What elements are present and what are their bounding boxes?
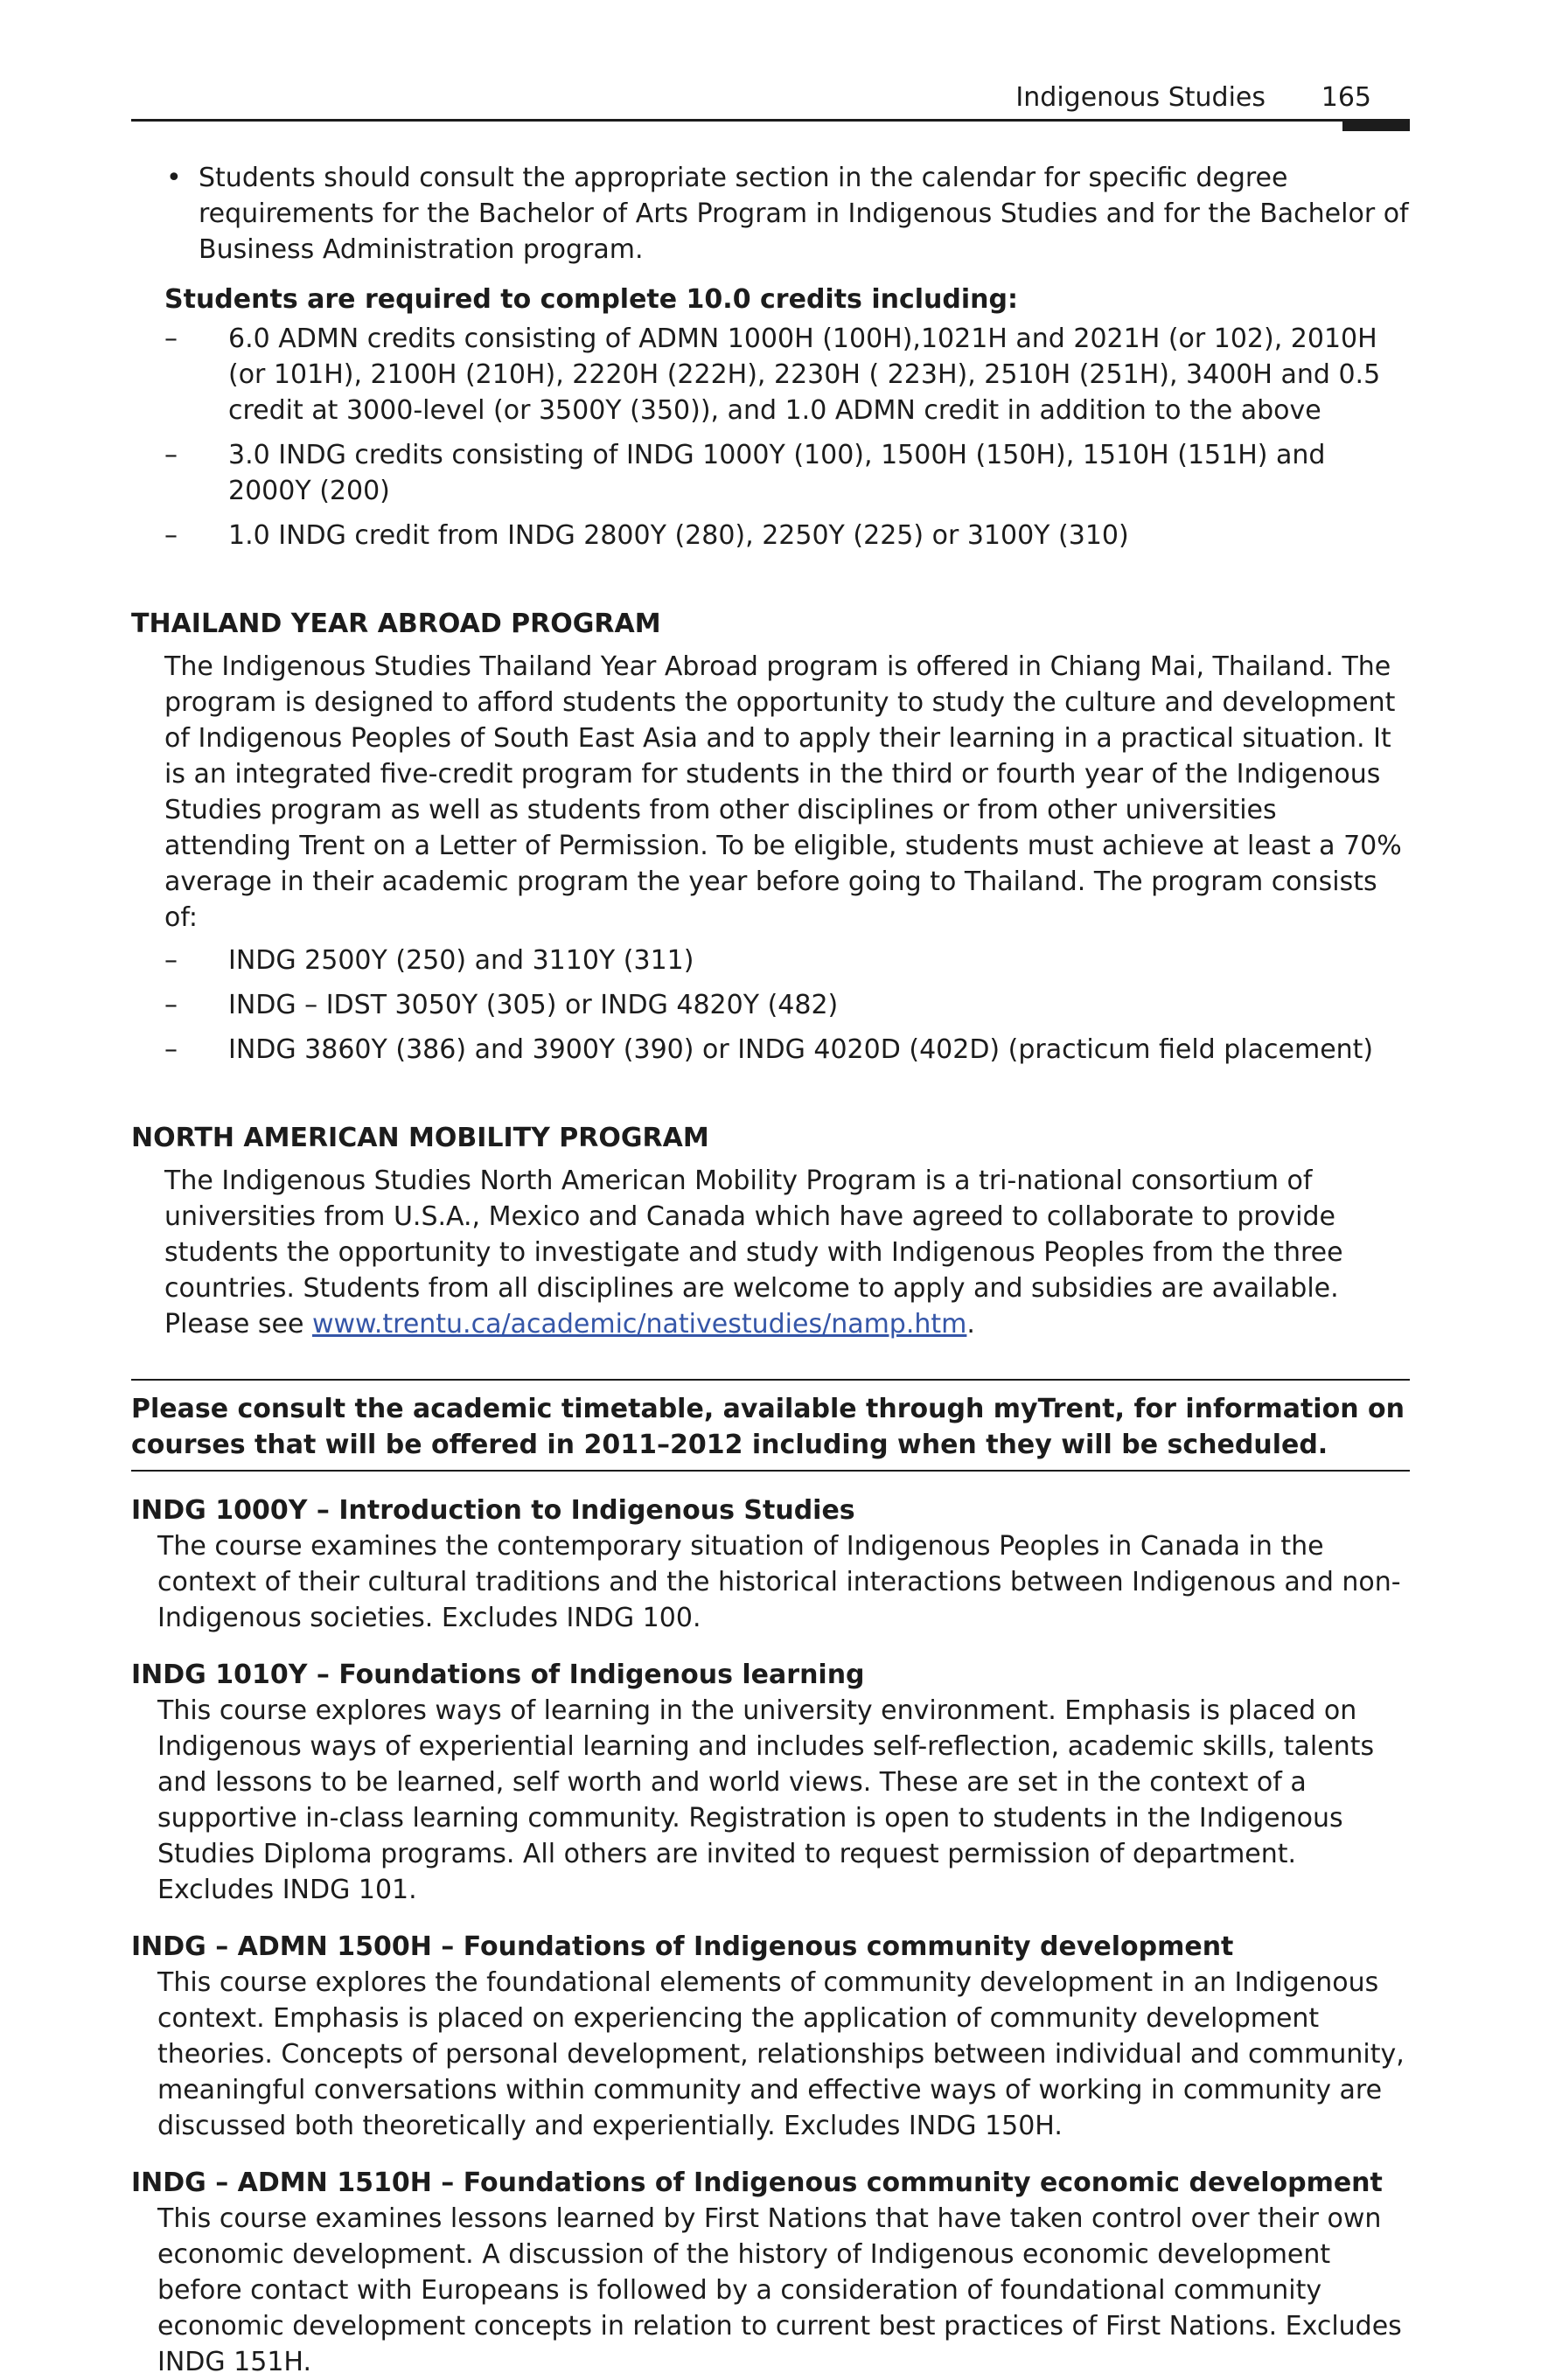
namp-link[interactable]: www.trentu.ca/academic/nativestudies/namp.htm — [311, 1309, 967, 1340]
thailand-body: The Indigenous Studies Thailand Year Abroad program is offered in Chiang Mai, Thailand. The program is designed to afford students the opportunity to study the culture and development of Indigenous Peoples of South East Asia and to apply their learning in a practical situation. It is an integrated five-credit program for students in the third or fourth year of the Indigenous Studies program as well as students from other disciplines or from other universities attending Trent on a Letter of Permission. To be eligible, students must achieve at least a 70% average in their academic program the year before going to Thailand. The program consists of: — [164, 651, 1402, 933]
mobility-body-end: . — [966, 1309, 975, 1340]
running-header-title: Indigenous Studies — [1015, 82, 1266, 113]
page-number: 165 — [1321, 82, 1371, 113]
list-item — [164, 518, 1410, 553]
course-title: INDG 1010Y – Foundations of Indigenous learning — [131, 1660, 865, 1690]
requirement-heading: Students are required to complete 10.0 credits including: — [164, 284, 1018, 315]
timetable-notice — [131, 1379, 1410, 1472]
course-entry — [131, 1657, 1410, 1908]
list-item — [164, 987, 1410, 1023]
list-item-text: 3.0 INDG credits consisting of INDG 1000Y (100), 1500H (150H), 1510H (151H) and 2000Y (200) — [228, 440, 1326, 506]
dash-mark: – — [164, 990, 178, 1020]
header-bar — [1342, 119, 1410, 131]
mobility-heading: NORTH AMERICAN MOBILITY PROGRAM — [131, 1123, 709, 1153]
course-entry — [131, 1493, 1410, 1636]
page-content — [131, 160, 1410, 2380]
list-item-text: INDG 3860Y (386) and 3900Y (390) or INDG 4020D (402D) (practicum field placement) — [228, 1034, 1374, 1065]
course-description: This course explores the foundational elements of community development in an Indigenous context. Emphasis is placed on experiencing the application of community development theories. Concepts of personal development, relationships between individual and community, meaningful conversations within community and effective ways of working in community are discussed both theoretically and experientially. Excludes INDG 150H. — [157, 1967, 1405, 2141]
dash-mark: – — [164, 1034, 178, 1065]
list-item-text: INDG – IDST 3050Y (305) or INDG 4820Y (482) — [228, 990, 839, 1020]
list-item-text: INDG 2500Y (250) and 3110Y (311) — [228, 945, 694, 976]
course-entry — [131, 2165, 1410, 2380]
intro-bullet — [131, 160, 1410, 268]
course-description: This course examines lessons learned by First Nations that have taken control over their own economic development. A discussion of the history of Indigenous economic development before contact with Europeans is followed by a consideration of foundational community economic development concepts in relation to current best practices of First Nations. Excludes INDG 151H. — [157, 2203, 1402, 2377]
bullet-mark: • — [166, 163, 182, 193]
requirement-list — [164, 321, 1410, 553]
course-title: INDG – ADMN 1510H – Foundations of Indigenous community economic development — [131, 2168, 1383, 2198]
intro-bullet-text: Students should consult the appropriate section in the calendar for specific degree requirements for the Bachelor of Arts Program in Indigenous Studies and for the Bachelor of Business Administration program. — [199, 163, 1409, 265]
course-entry — [131, 1929, 1410, 2144]
dash-mark: – — [164, 440, 178, 470]
list-item — [164, 321, 1410, 428]
mobility-body — [164, 1163, 1410, 1342]
thailand-heading: THAILAND YEAR ABROAD PROGRAM — [131, 609, 661, 639]
dash-mark: – — [164, 324, 178, 354]
course-title: INDG 1000Y – Introduction to Indigenous Studies — [131, 1495, 855, 1526]
course-description: This course explores ways of learning in the university environment. Emphasis is placed on Indigenous ways of experiential learning and includes self-reflection, academic skills, talents and lessons to be learned, self worth and world views. These are set in the context of a supportive in-class learning community. Registration is open to students in the Indigenous Studies Diploma programs. All others are invited to request permission of department. Excludes INDG 101. — [157, 1695, 1375, 1905]
list-item-text: 6.0 ADMN credits consisting of ADMN 1000H (100H),1021H and 2021H (or 102), 2010H (or 101H), 2100H (210H), 2220H (222H), 2230H ( 223H), 2510H (251H), 3400H and 0.5 credit at 3000-level (or 3500Y (350)), and 1.0 ADMN credit in addition to the above — [228, 324, 1381, 426]
list-item — [164, 437, 1410, 509]
course-title: INDG – ADMN 1500H – Foundations of Indigenous community development — [131, 1931, 1234, 1962]
running-header — [131, 79, 1410, 122]
list-item — [164, 943, 1410, 978]
thailand-list — [164, 943, 1410, 1068]
mobility-body-text: The Indigenous Studies North American Mobility Program is a tri-national consortium of universities from U.S.A., Mexico and Canada which have agreed to collaborate to provide students the opportunity to investigate and study with Indigenous Peoples from the three countries. Students from all disciplines are welcome to apply and subsidies are available. Please see — [164, 1166, 1343, 1340]
list-item — [164, 1032, 1410, 1068]
header-rule — [131, 119, 1410, 122]
course-description: The course examines the contemporary situation of Indigenous Peoples in Canada in the context of their cultural traditions and the historical interactions between Indigenous and non-Indigenous societies. Excludes INDG 100. — [157, 1531, 1401, 1633]
dash-mark: – — [164, 945, 178, 976]
timetable-notice-text: Please consult the academic timetable, available through myTrent, for information on courses that will be offered in 2011–2012 including when they will be scheduled. — [131, 1394, 1405, 1460]
dash-mark: – — [164, 520, 178, 551]
list-item-text: 1.0 INDG credit from INDG 2800Y (280), 2250Y (225) or 3100Y (310) — [228, 520, 1129, 551]
